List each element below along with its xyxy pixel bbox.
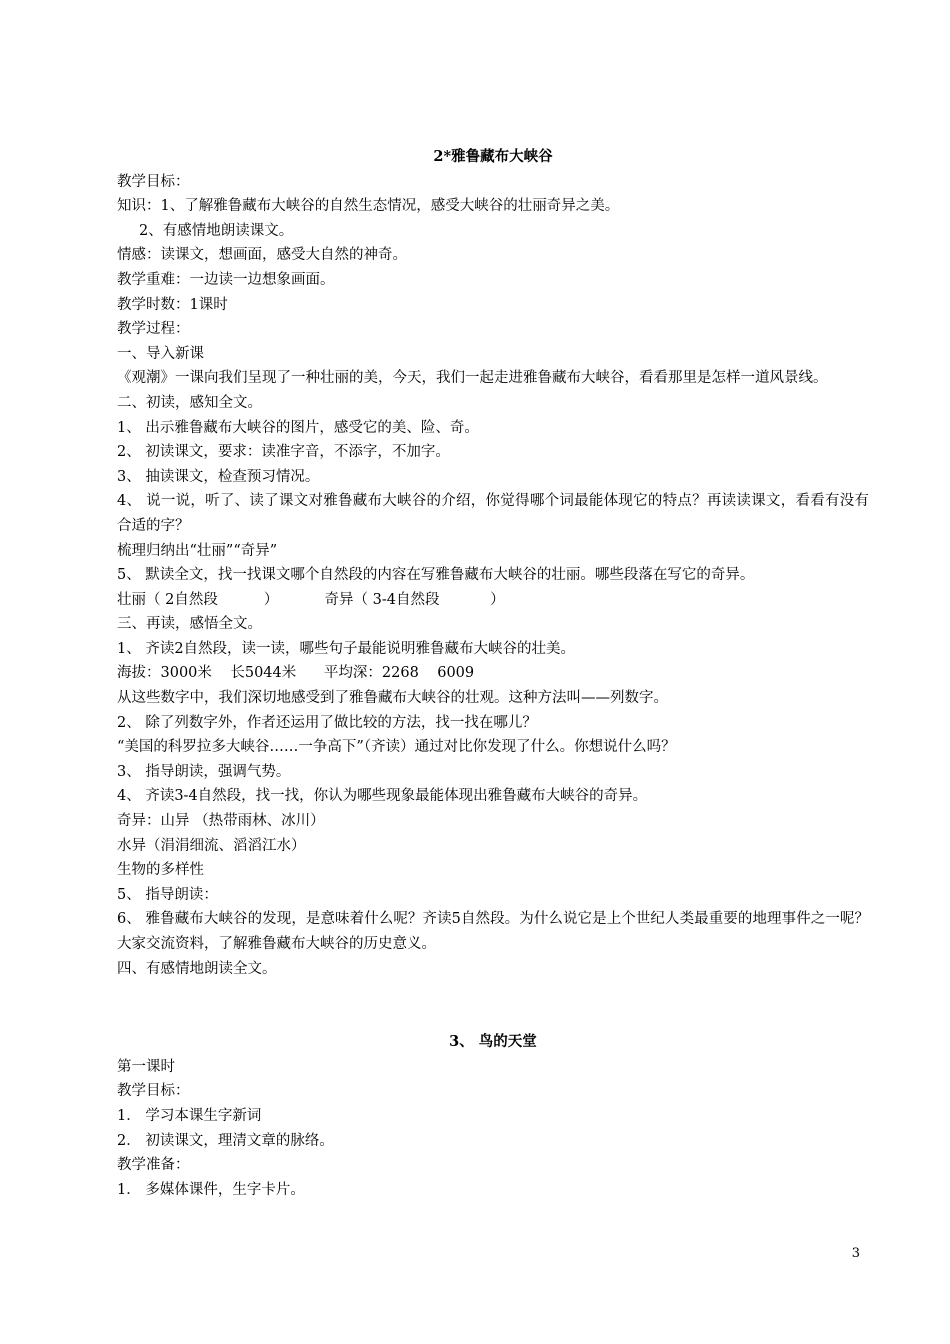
text-line: 壮丽（ 2自然段 ） 奇异（ 3-4自然段 ） — [117, 591, 505, 608]
list-item: 3、 抽读课文，检查预习情况。 — [117, 468, 320, 485]
text-line: 三、再读，感悟全文。 — [117, 616, 262, 633]
text-line: 教学时数：1课时 — [117, 296, 228, 313]
text-line: 教学准备： — [117, 1157, 190, 1174]
page-content — [117, 145, 869, 1202]
list-item: 2、 除了列数字外，作者还运用了做比较的方法，找一找在哪儿？ — [117, 714, 537, 731]
section-title: 3、 鸟的天堂 — [449, 1033, 537, 1051]
text-line: 教学过程： — [117, 321, 190, 338]
text-line: 生物的多样性 — [117, 862, 204, 879]
list-item: 5、 指导朗读： — [117, 886, 218, 903]
text-line: 梳理归纳出“壮丽”“奇异” — [117, 542, 278, 559]
text-line: 教学目标： — [117, 173, 190, 190]
text-line: 一、导入新课 — [117, 345, 204, 362]
list-item: 1、 齐读2自然段，读一读，哪些句子最能说明雅鲁藏布大峡谷的壮美。 — [117, 640, 576, 657]
text-line: 从这些数字中，我们深切地感受到了雅鲁藏布大峡谷的壮观。这种方法叫——列数字。 — [117, 690, 668, 707]
text-line: 奇异：山异 （热带雨林、冰川） — [117, 813, 325, 830]
text-line: “美国的科罗拉多大峡谷……一争高下”（齐读）通过对比你发现了什么。你想说什么吗？ — [117, 739, 676, 756]
list-item: 2、 初读课文，要求：读准字音，不添字，不加字。 — [117, 444, 450, 461]
text-line: 海拔：3000米 长5044米 平均深：2268 6009 — [117, 665, 475, 682]
text-line: 知识：1、了解雅鲁藏布大峡谷的自然生态情况，感受大峡谷的壮丽奇异之美。 — [117, 198, 620, 215]
list-item: 4、 说一说，听了、读了课文对雅鲁藏布大峡谷的介绍，你觉得哪个词最能体现它的特点？再读读课文，看看有没有合适的字？ — [117, 493, 869, 534]
text-line: 二、初读，感知全文。 — [117, 394, 262, 411]
text-line: 教学目标： — [117, 1083, 190, 1100]
text-line: 水异（涓涓细流、滔滔江水） — [117, 837, 306, 854]
text-line: 2、有感情地朗读课文。 — [139, 222, 294, 239]
list-item: 1、 出示雅鲁藏布大峡谷的图片，感受它的美、险、奇。 — [117, 419, 479, 436]
section-spacer — [117, 981, 869, 1030]
list-item: 1． 多媒体课件，生字卡片。 — [117, 1181, 305, 1198]
section-title: 2*雅鲁藏布大峡谷 — [433, 148, 553, 165]
list-item: 6、 雅鲁藏布大峡谷的发现，是意味着什么呢？齐读5自然段。为什么说它是上个世纪人类最重要的地理事件之一呢？大家交流资料，了解雅鲁藏布大峡谷的历史意义。 — [117, 911, 869, 952]
list-item: 5、 默读全文，找一找课文哪个自然段的内容在写雅鲁藏布大峡谷的壮丽。哪些段落在写它的奇异。 — [117, 567, 755, 584]
text-line: 教学重难：一边读一边想象画面。 — [117, 271, 335, 288]
text-paragraph: 《观潮》一课向我们呈现了一种壮丽的美，今天，我们一起走进雅鲁藏布大峡谷，看看那里是怎样一道风景线。 — [117, 370, 828, 387]
list-item: 4、 齐读3-4自然段，找一找，你认为哪些现象最能体现出雅鲁藏布大峡谷的奇异。 — [117, 788, 648, 805]
list-item: 2． 初读课文，理清文章的脉络。 — [117, 1132, 334, 1149]
list-item: 3、 指导朗读，强调气势。 — [117, 763, 291, 780]
list-item: 1． 学习本课生字新词 — [117, 1107, 262, 1124]
text-line: 四、有感情地朗读全文。 — [117, 960, 277, 977]
text-line: 第一课时 — [117, 1058, 175, 1075]
page-number: 3 — [851, 1246, 860, 1261]
text-line: 情感：读课文，想画面，感受大自然的神奇。 — [117, 247, 407, 264]
